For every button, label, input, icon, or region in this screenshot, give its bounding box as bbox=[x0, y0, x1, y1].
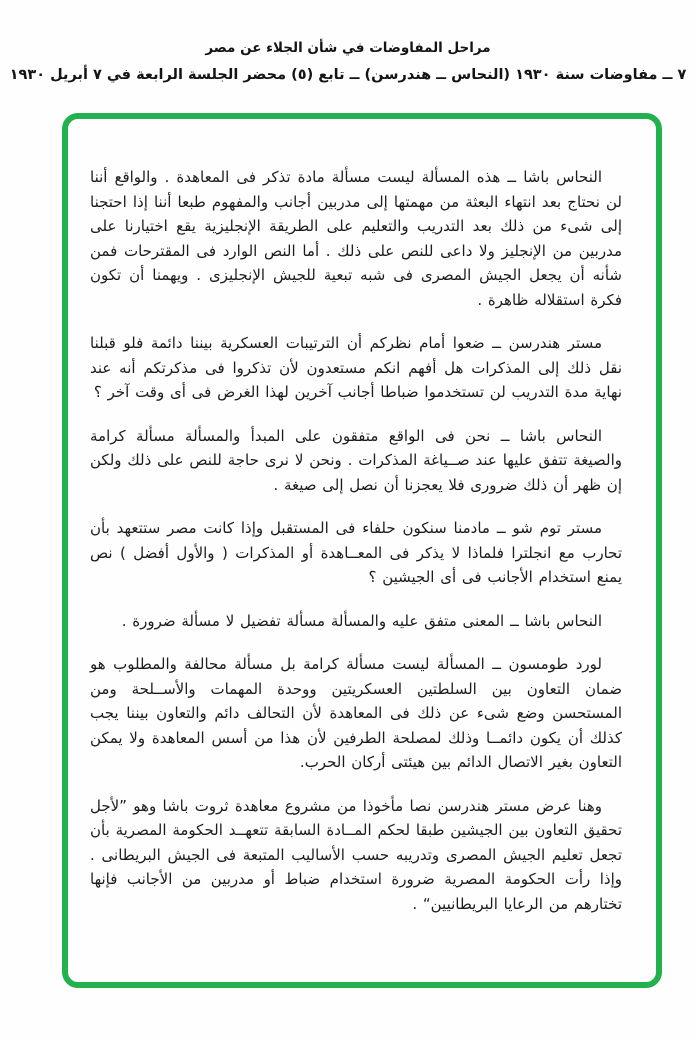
page-header bbox=[0, 40, 696, 83]
minutes-text-block bbox=[90, 165, 622, 916]
page-subtitle: ٧ ــ مفاوضات سنة ١٩٣٠ (النحاس ــ هندرسن) ــ تابع (٥) محضر الجلسة الرابعة في ٧ أبريل ١٩٣٠ bbox=[9, 67, 687, 83]
green-frame bbox=[62, 113, 662, 988]
paragraph-mr-tom-shaw: مستر توم شو ــ مادمنا سنكون حلفاء فى المستقبل وإذا كانت مصر ستتعهد بأن تحارب مع انجلترا فلماذا لا يذكر فى المعــاهدة أو المذكرات ( والأول أفضل ) نص يمنع استخدام الأجانب فى أى الجيشين ؟ bbox=[90, 519, 622, 586]
paragraph-nahas-pasha-2: النحاس باشا ــ نحن فى الواقع متفقون على المبدأ والمسألة مسألة كرامة والصيغة تتفق عليها عند صــياغة المذكرات . ونحن لا نرى حاجة للنص على ذلك ولكن إن ظهر أن ذلك ضرورى فلا يعجزنا أن نصل إلى صيغة . bbox=[90, 426, 622, 494]
paragraph-lord-thomson: لورد طومسون ــ المسألة ليست مسألة كرامة بل مسألة محالفة والمطلوب هو ضمان التعاون بين السلطتين العسكريتين ووحدة المهمات والأســلحة ومن المستحسن وضع شىء عن ذلك فى المعاهدة لأن التحالف دائم والتعاون بيننا يجب كذلك أن يكون دائمــا وذلك لمصلحة الطرفين لأن هذا من أسس المعاهدة ولا يمكن التعاون بغير الاتصال الدائم بين هيئتى أركان الحرب. bbox=[90, 655, 622, 771]
paragraph-nahas-pasha-3: النحاس باشا ــ المعنى متفق عليه والمسألة مسألة تفضيل لا مسألة ضرورة . bbox=[121, 611, 602, 630]
paragraph-nahas-pasha-1: النحاس باشا ــ هذه المسألة ليست مسألة مادة تذكر فى المعاهدة . والواقع أننا لن نحتاج بعد انتهاء البعثة من مهمتها إلى مدربين أجانب والمفهوم طبعا أننا إذا احتجنا إلى شىء من ذلك بعد التدريب والتعليم على الطريقة الإنجليزية يقع اختيارنا على مدربين من الإنجليز ولا داعى للنص على ذلك . أما النص الوارد فى المقترحات فمن شأنه أن يجعل الجيش المصرى فى شبه تبعية للجيش الإنجليزى . ويهمنا أن تكون فكرة استقلاله ظاهرة . bbox=[90, 168, 622, 309]
page-title: مراحل المفاوضات في شأن الجلاء عن مصر bbox=[205, 40, 491, 56]
paragraph-mr-henderson: مستر هندرسن ــ ضعوا أمام نظركم أن الترتيبات العسكرية بيننا دائمة فلو قبلنا نقل ذلك إلى المذكرات هل أفهم انكم مستعدون لأن تذكروا فى مذكرتكم أنه عند نهاية مدة التدريب لن تستخدموا ضباطا أجانب آخرين لهذا الغرض فى أى وقت آخر ؟ bbox=[90, 334, 622, 401]
paragraph-henderson-draft-text: وهنا عرض مستر هندرسن نصا مأخوذا من مشروع معاهدة ثروت باشا وهو ”لأجل تحقيق التعاون بين الجيشين طبقا لحكم المــادة السابقة تتعهــد الحكومة المصرية بأن تجعل تعليم الجيش المصرى وتدريبه حسب الأساليب المتبعة فى الجيش البريطانى . وإذا رأت الحكومة المصرية ضرورة استخدام ضباط أو مدربين من الأجانب فإنها تختارهم من الرعايا البريطانيين“ . bbox=[90, 796, 622, 913]
